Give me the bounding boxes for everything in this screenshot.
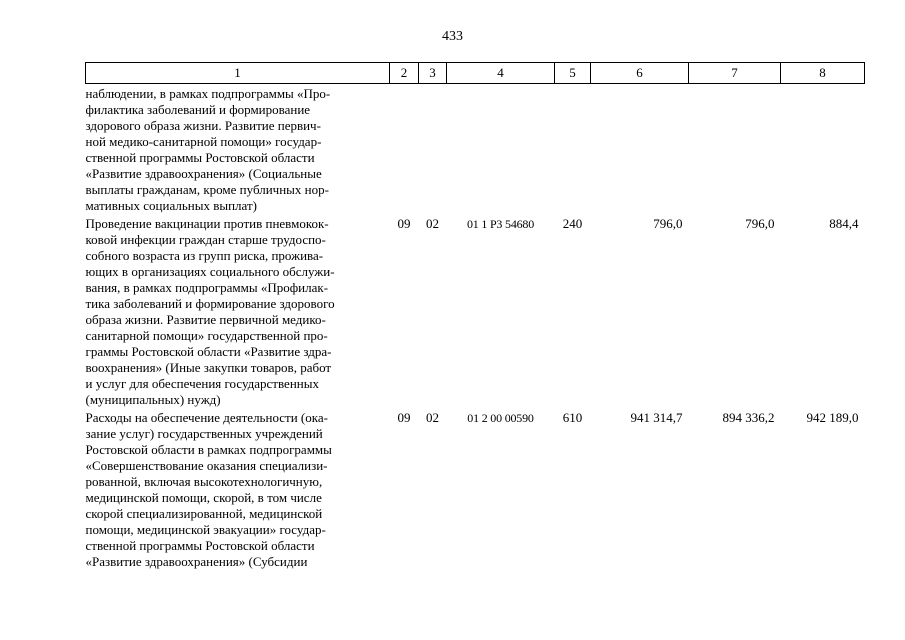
expense-type-code: 610 — [562, 410, 583, 425]
amount-col-6: 941 314,7 — [630, 410, 683, 425]
description-line: Проведение вакцинации против пневмокок- — [85, 216, 329, 231]
description-line: рованной, включая высокотехнологичную, — [85, 474, 323, 489]
amount-col-8: 884,4 — [829, 216, 859, 231]
amount-col-7 — [689, 84, 781, 215]
amount-col-7: 894 336,2 — [722, 410, 775, 425]
description-line: вания, в рамках подпрограммы «Профилак- — [85, 280, 329, 295]
column-header-2: 2 — [390, 63, 419, 84]
description-line: ющих в организациях социального обслужи- — [85, 264, 335, 279]
expense-type-code — [555, 84, 591, 215]
description-line: тика заболеваний и формирование здорового — [85, 296, 335, 311]
target-article-code: 01 1 Р3 54680 — [466, 217, 535, 231]
section-code: 09 — [397, 410, 411, 425]
amount-col-7: 796,0 — [745, 216, 775, 231]
column-header-7: 7 — [689, 63, 781, 84]
target-article-code: 01 2 00 00590 — [467, 411, 534, 425]
description-line: Расходы на обеспечение деятельности (ока- — [85, 410, 328, 425]
description-line: филактика заболеваний и формирование — [85, 102, 311, 117]
description-line: санитарной помощи» государственной про- — [85, 328, 328, 343]
description-line: воохранения» (Иные закупки товаров, работ — [85, 360, 332, 375]
row-description — [86, 214, 390, 408]
description-line: зание услуг) государственных учреждений — [85, 426, 323, 441]
subsection-code: 02 — [426, 410, 439, 425]
description-line: помощи, медицинской эвакуации» государ- — [85, 522, 326, 537]
description-line: «Развитие здравоохранения» (Социальные — [85, 166, 322, 181]
amount-col-8: 942 189,0 — [806, 410, 859, 425]
description-line: «Совершенствование оказания специализи- — [85, 458, 328, 473]
subsection-code — [419, 84, 447, 215]
description-line: и услуг для обеспечения государственных — [85, 376, 319, 391]
column-header-1: 1 — [86, 63, 390, 84]
description-line: здорового образа жизни. Развитие первич- — [85, 118, 321, 133]
description-line: выплаты гражданам, кроме публичных нор- — [85, 182, 329, 197]
subsection-code: 02 — [426, 216, 439, 231]
row-description — [86, 84, 390, 215]
amount-col-8 — [781, 84, 865, 215]
column-header-6: 6 — [591, 63, 689, 84]
description-line: медицинской помощи, скорой, в том числе — [85, 490, 322, 505]
description-line: Ростовской области в рамках подпрограммы — [85, 442, 332, 457]
description-line: образа жизни. Развитие первичной медико- — [85, 312, 326, 327]
amount-col-6: 796,0 — [653, 216, 683, 231]
section-code: 09 — [397, 216, 411, 231]
column-header-8: 8 — [781, 63, 865, 84]
target-article-code — [447, 84, 555, 215]
description-line: граммы Ростовской области «Развитие здра- — [85, 344, 332, 359]
section-code — [390, 84, 419, 215]
column-header-3: 3 — [419, 63, 447, 84]
description-line: скорой специализированной, медицинской — [85, 506, 323, 521]
description-line: «Развитие здравоохранения» (Субсидии — [85, 554, 308, 569]
expense-type-code: 240 — [562, 216, 583, 231]
row-description — [86, 408, 390, 570]
column-header-4: 4 — [447, 63, 555, 84]
description-line: наблюдении, в рамках подпрограммы «Про- — [85, 86, 331, 101]
description-line: ственной программы Ростовской области — [85, 538, 315, 553]
description-line: собного возраста из групп риска, прожива- — [85, 248, 324, 263]
table-row — [86, 408, 865, 570]
description-line: мативных социальных выплат) — [85, 198, 257, 213]
description-line: ной медико-санитарной помощи» государ- — [85, 134, 322, 149]
header-row — [86, 63, 865, 84]
description-line: ковой инфекции граждан старше трудоспо- — [85, 232, 326, 247]
budget-table — [85, 62, 865, 570]
table-row — [86, 84, 865, 215]
page-number: 433 — [442, 29, 463, 44]
column-header-5: 5 — [555, 63, 591, 84]
amount-col-6 — [591, 84, 689, 215]
description-line: ственной программы Ростовской области — [85, 150, 315, 165]
description-line: (муниципальных) нужд) — [85, 392, 221, 407]
table-row — [86, 214, 865, 408]
